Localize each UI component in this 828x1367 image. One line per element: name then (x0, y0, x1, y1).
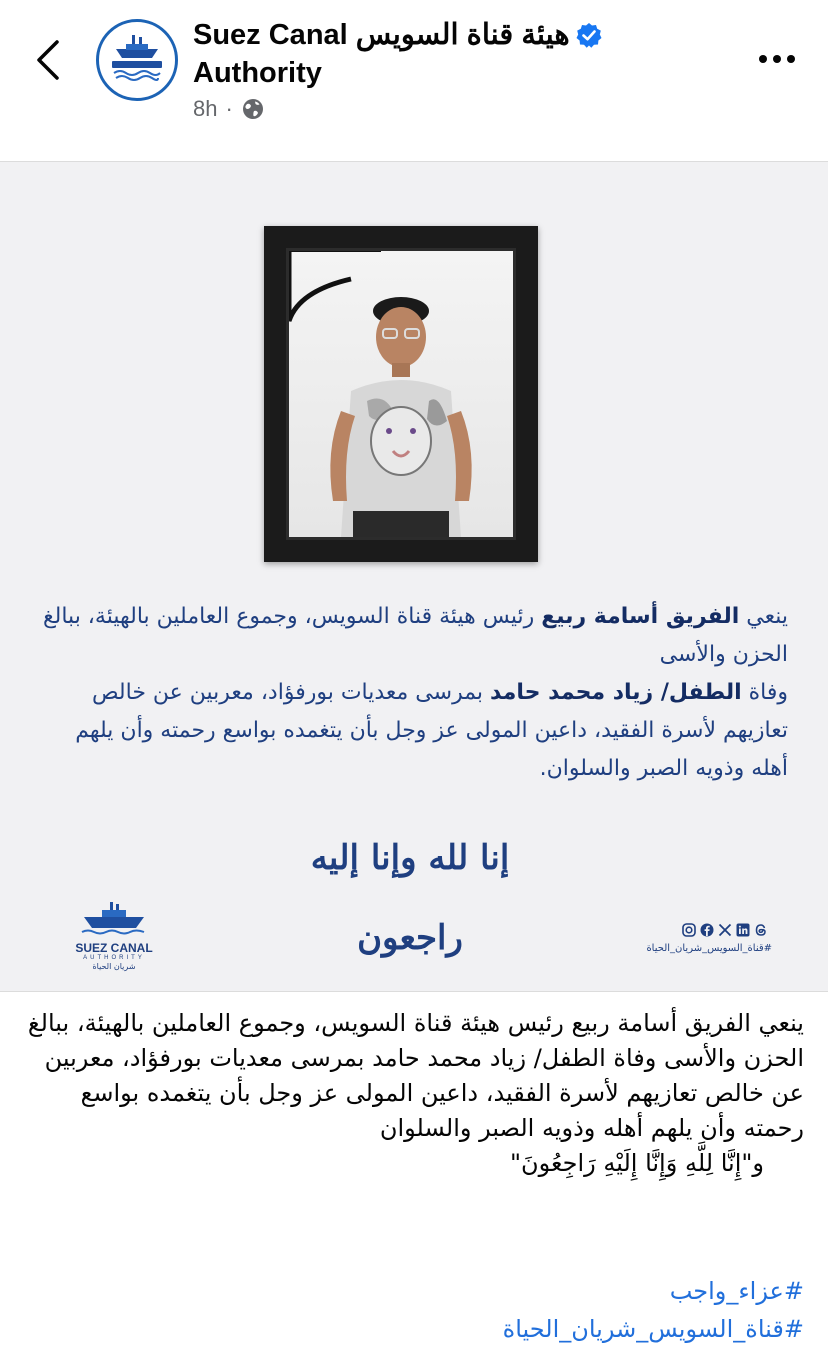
portrait-photo (286, 248, 516, 540)
card-social-tag: #قناة_السويس_شريان_الحياة (646, 943, 772, 954)
linkedin-icon (735, 922, 750, 937)
back-button[interactable] (26, 36, 70, 84)
post-time[interactable]: 8h (193, 96, 218, 121)
announcement-text (40, 598, 788, 788)
post-hashtags (24, 1272, 804, 1348)
logo-ar: شريان الحياة (92, 962, 136, 971)
post-caption (24, 1006, 804, 1181)
verified-badge-icon (576, 22, 602, 48)
page-title-en-2: Authority (193, 57, 322, 89)
portrait-photo-icon (289, 251, 513, 537)
announcement-p1-pre: ينعي (739, 604, 788, 629)
suez-canal-ship-icon (74, 902, 154, 936)
x-icon (717, 922, 732, 937)
announcement-p1-bold: الفريق أسامة ربيع (541, 604, 740, 629)
logo-name: SUEZ CANAL (75, 941, 153, 955)
caption-quote: و"إِنَّا لِلَّهِ وَإِنَّا إِلَيْهِ رَاجِعُونَ" (509, 1149, 764, 1177)
more-options-button[interactable] (754, 42, 800, 76)
meta-separator: · (225, 96, 233, 121)
hashtag-link[interactable]: #عزاء_واجب (669, 1277, 804, 1305)
card-logo (66, 902, 162, 972)
page-title-en: Suez Canal (193, 19, 348, 51)
announcement-p1-post: رئيس هيئة قناة السويس، وجموع العاملين بالهيئة، ببالغ الحزن والأسى (42, 604, 788, 667)
post-header (0, 0, 828, 162)
announcement-p2-pre: وفاة (741, 680, 788, 705)
announcement-p2-post: بمرسى معديات بورفؤاد، معربين عن خالص تعازيهم لأسرة الفقيد، داعين المولى عز وجل بأن يتغمده بواسع رحمته وأن يلهم أهله وذويه الصبر والسلوان. (75, 680, 788, 781)
more-dots-icon (757, 54, 797, 64)
chevron-left-icon (35, 39, 61, 81)
social-icons (668, 922, 768, 937)
hashtag-link[interactable]: #قناة_السويس_شريان_الحياة (502, 1315, 804, 1343)
caption-body: ينعي الفريق أسامة ربيع رئيس هيئة قناة السويس، وجموع العاملين بالهيئة، ببالغ الحزن والأسى وفاة الطفل/ زياد محمد حامد بمرسى معديات بورفؤاد، معربين عن خالص تعازيهم لأسرة الفقيد، داعين المولى عز وجل بأن يتغمده بواسع رحمته وأن يلهم أهله وذويه الصبر والسلوان (27, 1009, 804, 1142)
post-image[interactable] (0, 162, 828, 992)
page-title[interactable] (193, 16, 663, 92)
post-meta (193, 96, 265, 122)
globe-icon[interactable] (241, 97, 265, 121)
suez-canal-logo-icon (102, 25, 172, 95)
condolence-calligraphy: إنا لله وإنا إليه راجعون (310, 838, 510, 958)
page-avatar[interactable] (96, 19, 178, 101)
logo-sub: AUTHORITY (83, 955, 145, 961)
threads-icon (753, 922, 768, 937)
instagram-icon (681, 922, 696, 937)
announcement-p2-bold: الطفل/ زياد محمد حامد (490, 680, 742, 705)
facebook-icon (699, 922, 714, 937)
page-title-ar: هيئة قناة السويس (355, 19, 570, 51)
photo-frame (264, 226, 538, 562)
